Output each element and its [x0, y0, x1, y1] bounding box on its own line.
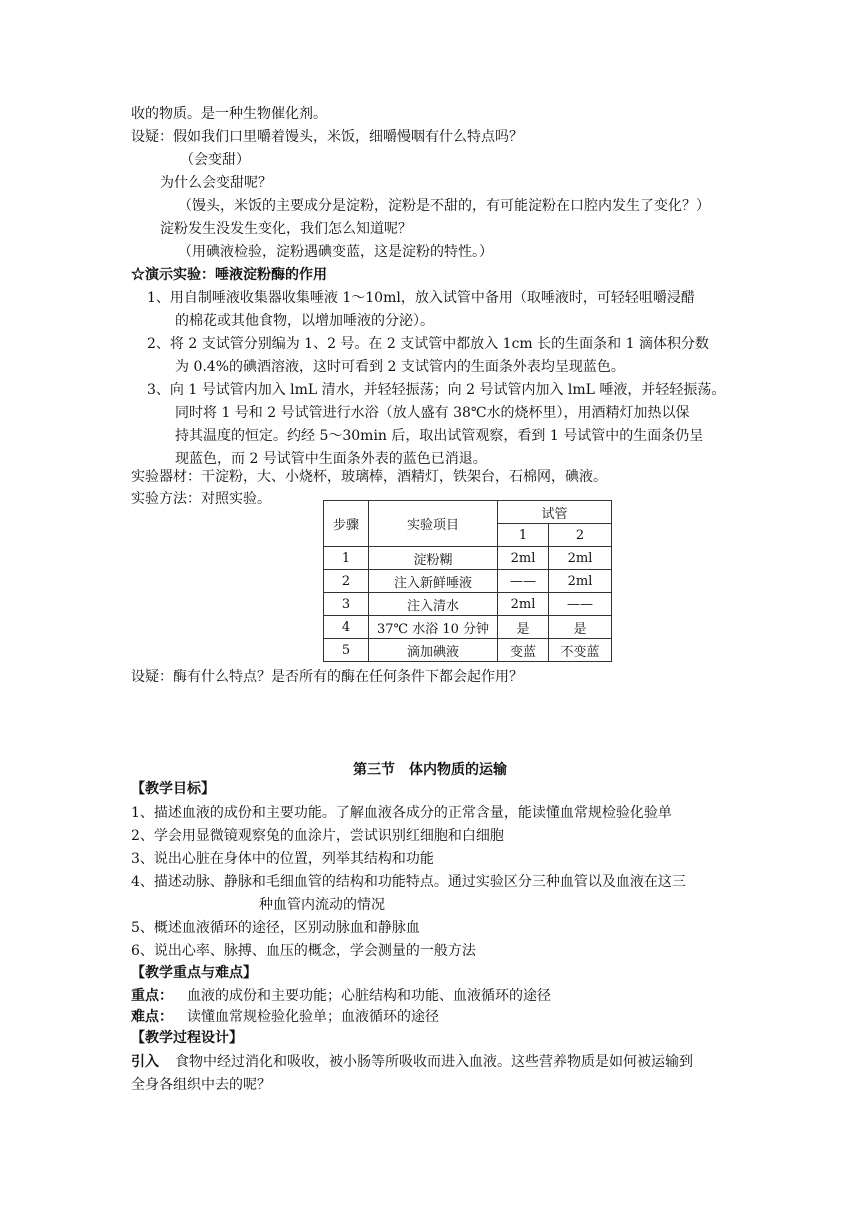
cell-step: 3 — [324, 593, 369, 616]
header-tube-2: 2 — [549, 524, 612, 547]
key-point-text: 血液的成份和主要功能；心脏结构和功能、血液循环的途径 — [187, 988, 551, 1004]
cell-item: 37℃ 水浴 10 分钟 — [369, 616, 498, 639]
table-row — [324, 593, 612, 616]
header-tube-1: 1 — [498, 524, 549, 547]
cell-tube-1: 是 — [498, 616, 549, 639]
table-row — [324, 570, 612, 593]
step-3: 3、向 1 号试管内加入 lmL 清水，并轻轻振荡；向 2 号试管内加入 lmL 唾液，并轻轻振荡。 — [147, 382, 726, 398]
step-2-cont: 为 0.4%的碘酒溶液，这时可看到 2 支试管内的生面条外表均呈现蓝色。 — [175, 359, 625, 375]
table-row — [324, 547, 612, 570]
header-item: 实验项目 — [369, 501, 498, 547]
demo-heading: ☆演示实验：唾液淀粉酶的作用 — [131, 267, 327, 283]
header-step: 步骤 — [324, 501, 369, 547]
section-title: 第三节 体内物质的运输 — [353, 762, 507, 778]
step-1: 1、用自制唾液收集器收集唾液 1～10ml，放入试管中备用（取唾液时，可轻轻咀嚼浸醋 — [147, 290, 695, 306]
intro-label: 引入 — [131, 1054, 159, 1070]
cell-step: 1 — [324, 547, 369, 570]
text-line: （用碘液检验，淀粉遇碘变蓝，这是淀粉的特性。） — [178, 244, 493, 260]
cell-tube-1: 2ml — [498, 593, 549, 616]
step-3-cont: 持其温度的恒定。约经 5～30min 后，取出试管观察，看到 1 号试管中的生面条仍呈 — [175, 428, 704, 444]
cell-item: 注入清水 — [369, 593, 498, 616]
cell-item: 滴加碘液 — [369, 639, 498, 662]
text-line: 收的物质。是一种生物催化剂。 — [131, 106, 327, 122]
cell-item: 淀粉糊 — [369, 547, 498, 570]
table-header-row — [324, 501, 612, 524]
intro-text: 食物中经过消化和吸收，被小肠等所吸收而进入血液。这些营养物质是如何被运输到 — [175, 1054, 693, 1070]
goal-item: 3、说出心脏在身体中的位置，列举其结构和功能 — [131, 851, 434, 867]
cell-tube-1: 变蓝 — [498, 639, 549, 662]
cell-step: 5 — [324, 639, 369, 662]
header-tube: 试管 — [498, 501, 612, 524]
cell-tube-1: 2ml — [498, 547, 549, 570]
key-difficult-heading: 【教学重点与难点】 — [131, 965, 257, 981]
method-line: 实验方法：对照实验。 — [131, 491, 271, 507]
cell-step: 2 — [324, 570, 369, 593]
text-line: 为什么会变甜呢？ — [160, 175, 272, 191]
cell-tube-2: —— — [549, 593, 612, 616]
process-heading: 【教学过程设计】 — [131, 1030, 243, 1046]
key-point-line — [131, 986, 551, 1006]
intro-line — [131, 1052, 693, 1072]
cell-item: 注入新鲜唾液 — [369, 570, 498, 593]
text-line: 设疑：假如我们口里嚼着馒头，米饭，细嚼慢咽有什么特点吗？ — [131, 129, 523, 145]
text-line: （馒头，米饭的主要成分是淀粉，淀粉是不甜的，有可能淀粉在口腔内发生了变化？） — [178, 198, 710, 214]
difficult-point-label: 难点： — [131, 1009, 173, 1025]
text-line: （会变甜） — [180, 152, 250, 168]
difficult-point-line — [131, 1007, 439, 1027]
goal-item: 2、学会用显微镜观察兔的血涂片，尝试识别红细胞和白细胞 — [131, 828, 504, 844]
goals-heading: 【教学目标】 — [131, 781, 215, 797]
difficult-point-text: 读懂血常规检验化验单；血液循环的途径 — [187, 1009, 439, 1025]
question-line: 设疑：酶有什么特点？是否所有的酶在任何条件下都会起作用？ — [131, 669, 523, 685]
goal-item: 1、描述血液的成份和主要功能。了解血液各成分的正常含量，能读懂血常规检验化验单 — [131, 805, 672, 821]
step-1-cont: 的棉花或其他食物，以增加唾液的分泌）。 — [175, 313, 434, 329]
step-3-cont: 现蓝色，而 2 号试管中生面条外表的蓝色已消退。 — [175, 451, 487, 467]
intro-line-cont: 全身各组织中去的呢？ — [131, 1077, 271, 1093]
cell-tube-1: —— — [498, 570, 549, 593]
step-2: 2、将 2 支试管分别编为 1、2 号。在 2 支试管中都放入 1cm 长的生面条和 1 滴体积分数 — [147, 336, 709, 352]
step-3-cont: 同时将 1 号和 2 号试管进行水浴（放人盛有 38℃水的烧杯里），用酒精灯加热以保 — [175, 405, 690, 421]
table-row — [324, 639, 612, 662]
equipment-line: 实验器材：干淀粉，大、小烧杯，玻璃棒，酒精灯，铁架台，石棉网，碘液。 — [131, 469, 607, 485]
cell-tube-2: 2ml — [549, 547, 612, 570]
text-line: 淀粉发生没发生变化，我们怎么知道呢？ — [160, 221, 412, 237]
goal-item: 4、描述动脉、静脉和毛细血管的结构和功能特点。通过实验区分三种血管以及血液在这三 — [131, 874, 686, 890]
cell-tube-2: 不变蓝 — [549, 639, 612, 662]
goal-item: 5、概述血液循环的途径，区别动脉血和静脉血 — [131, 920, 420, 936]
goal-item-cont: 种血管内流动的情况 — [259, 897, 385, 913]
cell-step: 4 — [324, 616, 369, 639]
cell-tube-2: 是 — [549, 616, 612, 639]
goal-item: 6、说出心率、脉搏、血压的概念，学会测量的一般方法 — [131, 943, 476, 959]
cell-tube-2: 2ml — [549, 570, 612, 593]
key-point-label: 重点： — [131, 988, 173, 1004]
experiment-table — [323, 500, 612, 662]
table-row — [324, 616, 612, 639]
